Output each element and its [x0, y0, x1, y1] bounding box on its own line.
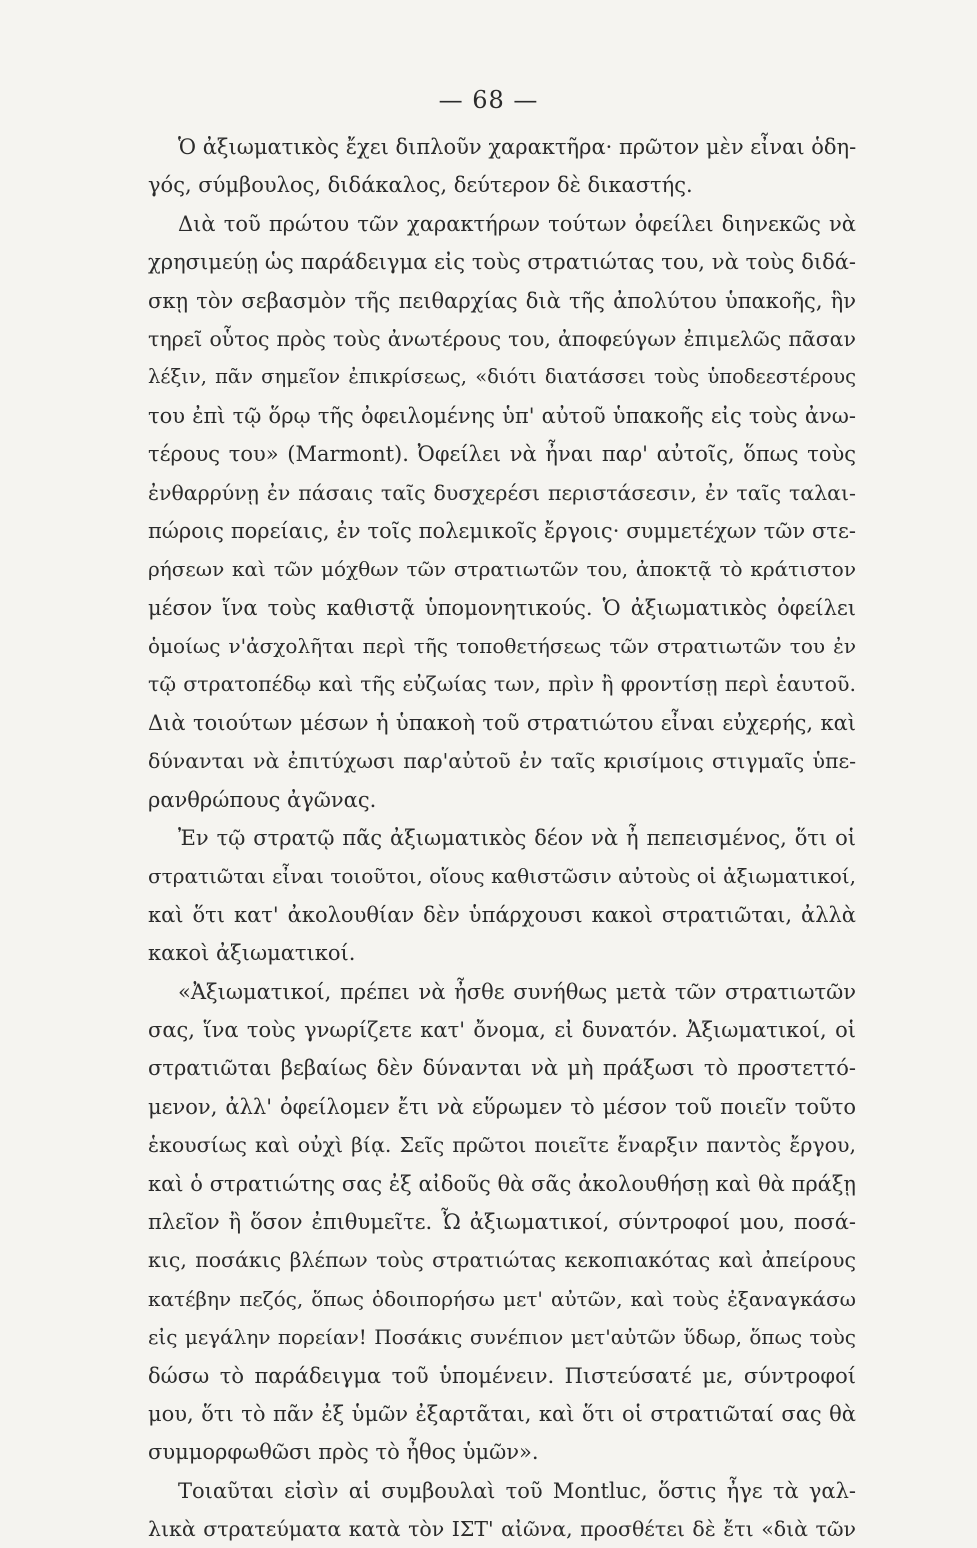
text-line: Διὰ τοιούτων μέσων ἡ ὑπακοὴ τοῦ στρατιώτου εἶναι εὐχερής, καὶ [148, 710, 856, 735]
text-line: καὶ ὅτι κατ' ἀκολουθίαν δὲν ὑπάρχουσι κακοὶ στρατιῶται, ἀλλὰ [148, 902, 856, 927]
text-line: λέξιν, πᾶν σημεῖον ἐπικρίσεως, «διότι διατάσσει τοὺς ὑποδεεστέρους [148, 365, 856, 389]
text-line: ρήσεων καὶ τῶν μόχθων τῶν στρατιωτῶν του, ἀποκτᾷ τὸ κράτιστον [148, 557, 856, 582]
text-line: χρησιμεύῃ ὡς παράδειγμα εἰς τοὺς στρατιώτας του, νὰ τοὺς διδά- [148, 250, 856, 275]
text-line: δώσω τὸ παράδειγμα τοῦ ὑπομένειν. Πιστεύσατέ με, σύντροφοί [148, 1363, 856, 1388]
text-line: γός, σύμβουλος, διδάκαλος, δεύτερον δὲ δικαστής. [148, 173, 693, 198]
text-line: κις, ποσάκις βλέπων τοὺς στρατιώτας κεκοπιακότας καὶ ἀπείρους [148, 1248, 856, 1273]
text-line: του ἐπὶ τῷ ὅρῳ τῆς ὀφειλομένης ὑπ' αὐτοῦ ὑπακοῆς εἰς τοὺς ἀνω- [148, 403, 856, 428]
text-line: τηρεῖ οὗτος πρὸς τοὺς ἀνωτέρους του, ἀποφεύγων ἐπιμελῶς πᾶσαν [148, 326, 856, 351]
text-line: στρατιῶται βεβαίως δὲν δύνανται νὰ μὴ πράξωσι τὸ προστεττό- [148, 1056, 856, 1081]
text-line: εἰς μεγάλην πορείαν! Ποσάκις συνέπιον μετ'αὐτῶν ὕδωρ, ὅπως τοὺς [148, 1325, 856, 1350]
text-line: σας, ἵνα τοὺς γνωρίζετε κατ' ὄνομα, εἰ δυνατόν. Ἀξιωματικοί, οἱ [148, 1017, 856, 1042]
text-line: σκῃ τὸν σεβασμὸν τῆς πειθαρχίας διὰ τῆς ἀπολύτου ὑπακοῆς, ἣν [148, 288, 856, 313]
text-line: πλεῖον ἢ ὅσον ἐπιθυμεῖτε. Ὦ ἀξιωματικοί, σύντροφοί μου, ποσά- [148, 1209, 856, 1234]
text-line: ἑκουσίως καὶ οὐχὶ βίᾳ. Σεῖς πρῶτοι ποιεῖτε ἔναρξιν παντὸς ἔργου, [148, 1133, 856, 1158]
body-text [148, 128, 856, 1548]
text-line: ἐνθαρρύνῃ ἐν πάσαις ταῖς δυσχερέσι περιστάσεσιν, ἐν ταῖς ταλαι- [148, 480, 856, 505]
page-number: — 68 — [438, 86, 539, 114]
text-line: συμμορφωθῶσι πρὸς τὸ ἦθος ὑμῶν». [148, 1440, 539, 1465]
text-line: Τοιαῦται εἰσὶν αἱ συμβουλαὶ τοῦ Montluc, ὅστις ἦγε τὰ γαλ- [178, 1478, 856, 1503]
text-line: «Ἀξιωματικοί, πρέπει νὰ ἦσθε συνήθως μετὰ τῶν στρατιωτῶν [178, 979, 856, 1004]
text-line: τῷ στρατοπέδῳ καὶ τῆς εὐζωίας των, πρὶν ἢ φροντίσῃ περὶ ἑαυτοῦ. [148, 672, 856, 697]
text-line: κακοὶ ἀξιωματικοί. [148, 941, 356, 966]
text-line: κατέβην πεζός, ὅπως ὁδοιπορήσω μετ' αὐτῶν, καὶ τοὺς ἐξαναγκάσω [148, 1286, 856, 1311]
text-line: τέρους του» (Marmont). Ὀφείλει νὰ ἦναι παρ' αὐτοῖς, ὅπως τοὺς [148, 442, 856, 467]
text-line: μενον, ἀλλ' ὀφείλομεν ἔτι νὰ εὕρωμεν τὸ μέσον τοῦ ποιεῖν τοῦτο [148, 1094, 856, 1119]
text-line: μου, ὅτι τὸ πᾶν ἐξ ὑμῶν ἐξαρτᾶται, καὶ ὅτι οἱ στρατιῶταί σας θὰ [148, 1401, 856, 1426]
text-line: στρατιῶται εἶναι τοιοῦτοι, οἵους καθιστῶσιν αὐτοὺς οἱ ἀξιωματικοί, [148, 864, 856, 889]
text-line: Ὁ ἀξιωματικὸς ἔχει διπλοῦν χαρακτῆρα· πρῶτον μὲν εἶναι ὁδη- [178, 135, 856, 159]
text-line: Διὰ τοῦ πρώτου τῶν χαρακτήρων τούτων ὀφείλει διηνεκῶς νὰ [178, 211, 856, 236]
text-line: Ἐν τῷ στρατῷ πᾶς ἀξιωματικὸς δέον νὰ ἦ πεπεισμένος, ὅτι οἱ [178, 826, 856, 851]
text-line: δύνανται νὰ ἐπιτύχωσι παρ'αὐτοῦ ἐν ταῖς κρισίμοις στιγμαῖς ὑπε- [148, 749, 856, 774]
text-line: καὶ ὁ στρατιώτης σας ἐξ αἰδοῦς θὰ σᾶς ἀκολουθήσῃ καὶ θὰ πράξῃ [148, 1171, 856, 1196]
text-line: μέσον ἵνα τοὺς καθιστᾷ ὑπομονητικούς. Ὁ ἀξιωματικὸς ὀφείλει [148, 595, 856, 620]
text-line: λικὰ στρατεύματα κατὰ τὸν ΙΣΤ' αἰῶνα, προσθέτει δὲ ἔτι «διὰ τῶν [148, 1517, 856, 1542]
text-line: ρανθρώπους ἀγῶνας. [148, 787, 377, 812]
text-line: πώροις πορείαις, ἐν τοῖς πολεμικοῖς ἔργοις· συμμετέχων τῶν στε- [148, 518, 856, 543]
text-line: ὁμοίως ν'ἀσχολῆται περὶ τῆς τοποθετήσεως τῶν στρατιωτῶν του ἐν [148, 634, 856, 659]
